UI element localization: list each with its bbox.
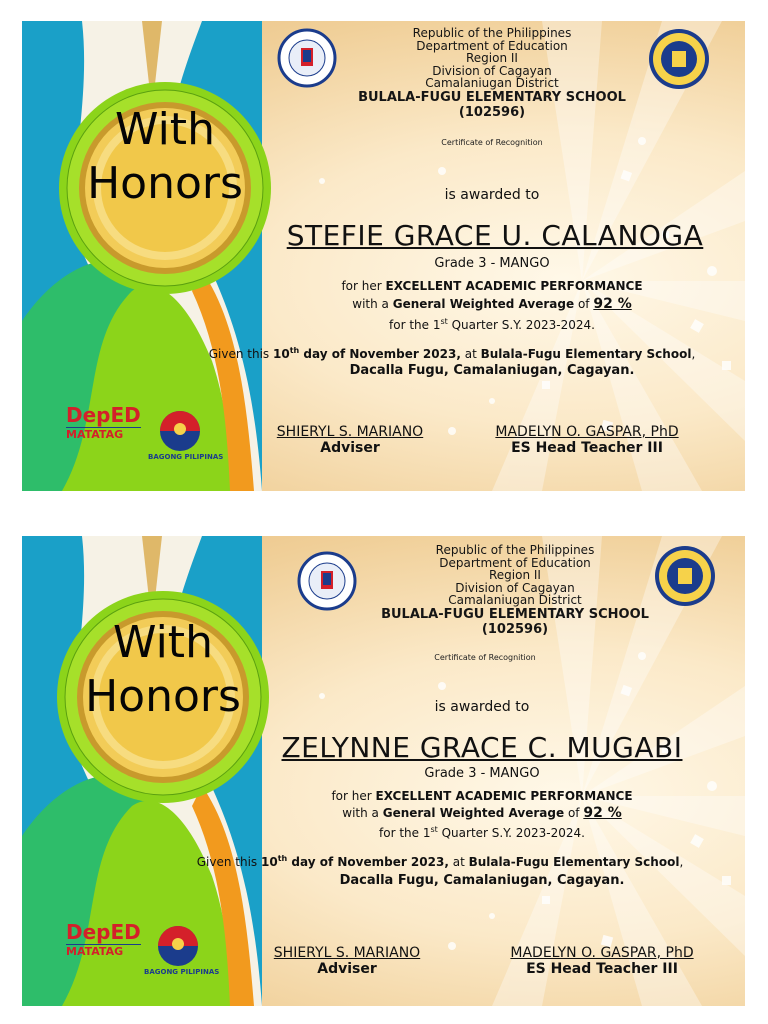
certificate-2: [22, 536, 745, 1006]
performance-text: EXCELLENT ACADEMIC PERFORMANCE: [375, 789, 633, 803]
adviser-signature: [257, 945, 437, 977]
at-text: at: [464, 347, 477, 361]
given-line: [140, 850, 740, 871]
head-role: ES Head Teacher III: [526, 961, 678, 977]
performance-line: [192, 277, 745, 295]
header-line-3: Region II: [466, 51, 518, 66]
header-line-5: Camalaniugan District: [448, 593, 582, 608]
adviser-role: Adviser: [317, 961, 377, 977]
st-sup: st: [440, 317, 448, 326]
gwa-line: [192, 295, 745, 313]
medal-line-2: Honors: [87, 158, 243, 209]
given-this-text: Given this: [196, 855, 258, 869]
school-name: BULALA-FUGU ELEMENTARY SCHOOL: [381, 606, 649, 622]
header-line-1: Republic of the Philippines: [412, 26, 572, 40]
day-rest: day of November 2023,: [299, 347, 461, 361]
awarded-to: is awarded to: [434, 699, 530, 715]
medal-line-1: With: [115, 104, 215, 155]
head-role: ES Head Teacher III: [511, 440, 663, 456]
header-line-2: Department of Education: [416, 38, 568, 53]
bagong-pilipinas-icon: [152, 924, 204, 968]
day-rest: day of November 2023,: [287, 855, 449, 869]
of-text: of: [577, 297, 590, 311]
comma-text: ,: [691, 347, 696, 361]
gwa-label: General Weighted Average: [382, 806, 565, 820]
adviser-role: Adviser: [320, 440, 380, 456]
awardee-name: ZELYNNE GRACE C. MUGABI: [281, 731, 683, 764]
school-code: (102596): [481, 621, 549, 637]
certificate-1: [22, 21, 745, 491]
header-line-2: Department of Education: [439, 555, 591, 570]
bagong-pilipinas-label: BAGONG PILIPINAS: [148, 453, 224, 461]
performance-text: EXCELLENT ACADEMIC PERFORMANCE: [385, 279, 643, 293]
of-text: of: [567, 806, 580, 820]
header-line-4: Division of Cagayan: [455, 580, 575, 595]
school-name: BULALA-FUGU ELEMENTARY SCHOOL: [358, 89, 626, 105]
medal-line-1: With: [113, 617, 213, 668]
quarter-text: Quarter S.Y. 2023-2024.: [437, 826, 585, 840]
school-code: (102596): [458, 104, 526, 120]
deped-brand: DepED: [66, 403, 141, 427]
quarter-line: [182, 821, 745, 842]
awardee-name: STEFIE GRACE U. CALANOGA: [286, 219, 704, 252]
header-line-4: Division of Cagayan: [432, 63, 552, 78]
medal-line-2: Honors: [85, 671, 241, 722]
header-line-5: Camalaniugan District: [425, 76, 559, 91]
given-line: [152, 342, 745, 363]
quarter-line: [192, 313, 745, 334]
matatag-label: MATATAG: [66, 427, 141, 441]
matatag-label: MATATAG: [66, 944, 141, 958]
deped-matatag-logo: [66, 403, 141, 441]
address-line: Dacalla Fugu, Camalaniugan, Cagayan.: [349, 363, 635, 378]
adviser-signature: [260, 424, 440, 456]
awarded-to: is awarded to: [444, 187, 540, 203]
header-line-3: Region II: [489, 568, 541, 583]
adviser-name: SHIERYL S. MARIANO: [276, 424, 424, 440]
gwa-value: 92 %: [593, 296, 632, 312]
with-a-text: with a: [352, 297, 389, 311]
certificate-title: Certificate of Recognition: [434, 653, 536, 662]
head-signature: [492, 945, 712, 977]
with-a-text: with a: [342, 806, 379, 820]
grade-section: Grade 3 - MANGO: [424, 766, 540, 781]
th-sup: th: [277, 854, 288, 863]
comma-text: ,: [679, 855, 684, 869]
given-this-text: Given this: [208, 347, 270, 361]
bagong-pilipinas-label: BAGONG PILIPINAS: [144, 968, 220, 976]
th-sup: th: [289, 346, 300, 355]
deped-matatag-logo: [66, 920, 141, 958]
head-signature: [477, 424, 697, 456]
quarter-text: Quarter S.Y. 2023-2024.: [447, 318, 595, 332]
certificate-title: Certificate of Recognition: [441, 138, 543, 147]
for-her-text: for her: [331, 789, 372, 803]
address-line: Dacalla Fugu, Camalaniugan, Cagayan.: [339, 873, 625, 888]
st-sup: st: [430, 825, 438, 834]
for-the-text: for the 1: [379, 826, 431, 840]
header-block: [265, 544, 745, 637]
adviser-name: SHIERYL S. MARIANO: [273, 945, 421, 961]
day-number: 10: [272, 347, 290, 361]
bagong-pilipinas-icon: [154, 409, 206, 453]
deped-brand: DepED: [66, 920, 141, 944]
header-line-1: Republic of the Philippines: [435, 543, 595, 557]
header-block: [242, 27, 742, 120]
day-number: 10: [260, 855, 278, 869]
gwa-value: 92 %: [583, 805, 622, 821]
head-name: MADELYN O. GASPAR, PhD: [510, 945, 694, 961]
school-place: Bulala-Fugu Elementary School: [468, 855, 680, 869]
performance-line: [182, 787, 745, 805]
school-place: Bulala-Fugu Elementary School: [480, 347, 692, 361]
head-name: MADELYN O. GASPAR, PhD: [495, 424, 679, 440]
for-the-text: for the 1: [389, 318, 441, 332]
for-her-text: for her: [341, 279, 382, 293]
gwa-line: [182, 804, 745, 822]
gwa-label: General Weighted Average: [392, 297, 575, 311]
at-text: at: [452, 855, 465, 869]
grade-section: Grade 3 - MANGO: [434, 256, 550, 271]
